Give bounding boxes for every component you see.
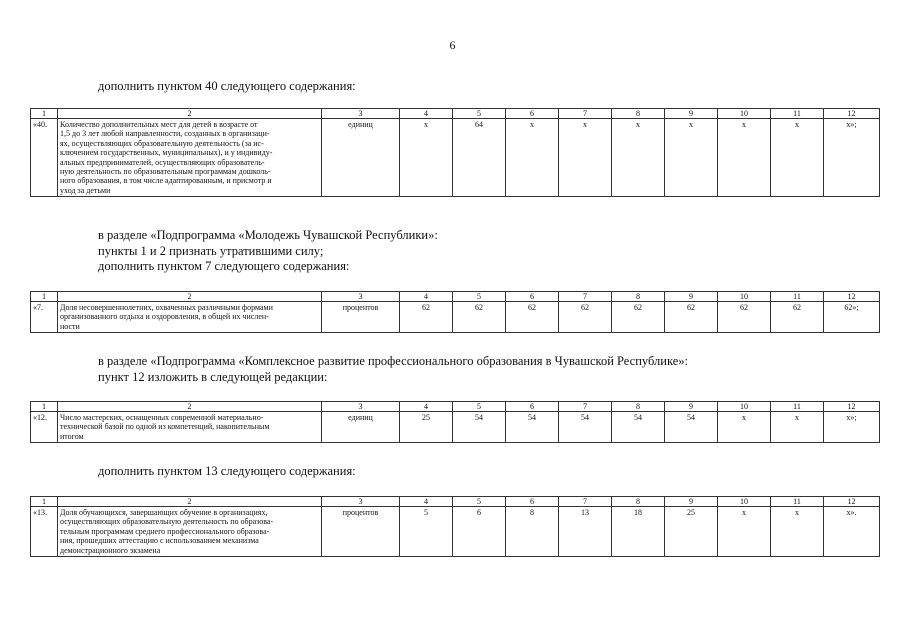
header-cell: 11 xyxy=(771,292,824,302)
description-line: Число мастерских, оснащенных современной материально- xyxy=(60,413,264,422)
header-cell: 1 xyxy=(31,497,58,507)
header-cell: 3 xyxy=(322,109,400,119)
value-cell: x xyxy=(718,119,771,197)
header-cell: 8 xyxy=(612,109,665,119)
header-cell: 12 xyxy=(824,109,880,119)
header-cell: 7 xyxy=(559,109,612,119)
header-cell: 2 xyxy=(58,109,322,119)
row-description xyxy=(58,119,322,197)
section-1-paragraph xyxy=(98,79,356,95)
value-cell: 62 xyxy=(612,302,665,333)
page-number: 6 xyxy=(449,38,456,52)
description-line: 1,5 до 3 лет любой направленности, созданных в организаци- xyxy=(60,129,270,139)
value-cell: x xyxy=(506,119,559,197)
header-cell: 5 xyxy=(453,292,506,302)
value-cell: 25 xyxy=(400,412,453,443)
header-cell: 9 xyxy=(665,109,718,119)
header-cell: 6 xyxy=(506,497,559,507)
header-cell: 5 xyxy=(453,497,506,507)
value-cell: 13 xyxy=(559,507,612,557)
row-description xyxy=(58,302,322,333)
description-line: Доля обучающихся, завершающих обучение в организациях, xyxy=(60,508,268,517)
header-cell: 7 xyxy=(559,402,612,412)
value-cell: 62 xyxy=(771,302,824,333)
value-cell: x»; xyxy=(824,412,880,443)
description-line: демонстрационного экзамена xyxy=(60,545,161,555)
table-header-row xyxy=(31,292,880,302)
section-4-table xyxy=(30,496,880,557)
value-cell: 62 xyxy=(559,302,612,333)
table-row xyxy=(31,412,880,443)
value-cell: 54 xyxy=(612,412,665,443)
description-line: ния, прошедших аттестацию с использованием механизма xyxy=(60,536,259,546)
header-cell: 6 xyxy=(506,402,559,412)
value-cell: 62 xyxy=(665,302,718,333)
table-row xyxy=(31,119,880,197)
table-header-row xyxy=(31,497,880,507)
header-cell: 5 xyxy=(453,402,506,412)
value-cell: x xyxy=(771,119,824,197)
description-line: осуществляющих образовательную деятельность по образова- xyxy=(60,517,274,527)
description-line: тельным программам среднего профессионального образова- xyxy=(60,526,270,536)
header-cell: 10 xyxy=(718,292,771,302)
description-line: Доля несовершеннолетних, охваченных различными формами xyxy=(60,303,273,312)
table-header-row xyxy=(31,109,880,119)
unit-cell: единиц xyxy=(322,412,400,443)
row-description xyxy=(58,412,322,443)
header-cell: 4 xyxy=(400,109,453,119)
paragraph-line: дополнить пунктом 40 следующего содержания: xyxy=(98,79,356,93)
header-cell: 11 xyxy=(771,109,824,119)
value-cell: 54 xyxy=(665,412,718,443)
description-line: уход за детьми xyxy=(60,185,111,195)
header-cell: 2 xyxy=(58,402,322,412)
section-2-table xyxy=(30,291,880,333)
section-4-paragraph xyxy=(98,464,356,480)
header-cell: 10 xyxy=(718,497,771,507)
paragraph-line: в разделе «Подпрограмма «Комплексное развитие профессионального образования в Чувашской Республике»: xyxy=(98,354,688,368)
row-number: «12. xyxy=(31,412,58,443)
table-header-row xyxy=(31,402,880,412)
section-3-paragraph xyxy=(98,354,688,385)
header-cell: 10 xyxy=(718,402,771,412)
value-cell: 64 xyxy=(453,119,506,197)
description-line: ную деятельность по образовательным программам дошколь- xyxy=(60,167,271,177)
description-line: организованного отдыха и оздоровления, в общей их числен- xyxy=(60,312,269,322)
table-row xyxy=(31,302,880,333)
header-cell: 7 xyxy=(559,292,612,302)
unit-cell: процентов xyxy=(322,302,400,333)
header-cell: 10 xyxy=(718,109,771,119)
paragraph-line: пункт 12 изложить в следующей редакции: xyxy=(98,369,328,384)
header-cell: 9 xyxy=(665,497,718,507)
header-cell: 4 xyxy=(400,497,453,507)
row-number: «40. xyxy=(31,119,58,197)
header-cell: 1 xyxy=(31,109,58,119)
description-line: ключением государственных, муниципальных), и у индивиду- xyxy=(60,148,273,158)
row-number: «13. xyxy=(31,507,58,557)
value-cell: 54 xyxy=(559,412,612,443)
header-cell: 8 xyxy=(612,292,665,302)
paragraph-line: пункты 1 и 2 признать утратившими силу; xyxy=(98,243,324,258)
header-cell: 9 xyxy=(665,402,718,412)
header-cell: 7 xyxy=(559,497,612,507)
description-line: ного образования, в том числе адаптированным, и присмотр и xyxy=(60,176,272,186)
description-line: итогом xyxy=(60,431,84,441)
unit-cell: процентов xyxy=(322,507,400,557)
value-cell: x xyxy=(559,119,612,197)
header-cell: 8 xyxy=(612,402,665,412)
value-cell: x xyxy=(718,412,771,443)
section-2-paragraph xyxy=(98,228,438,275)
header-cell: 8 xyxy=(612,497,665,507)
description-line: ности xyxy=(60,321,80,331)
header-cell: 3 xyxy=(322,497,400,507)
value-cell: x xyxy=(718,507,771,557)
value-cell: 5 xyxy=(400,507,453,557)
section-3-table xyxy=(30,401,880,443)
header-cell: 4 xyxy=(400,292,453,302)
table-row xyxy=(31,507,880,557)
value-cell: 62 xyxy=(718,302,771,333)
value-cell: x xyxy=(400,119,453,197)
header-cell: 5 xyxy=(453,109,506,119)
header-cell: 9 xyxy=(665,292,718,302)
value-cell: 62 xyxy=(506,302,559,333)
header-cell: 4 xyxy=(400,402,453,412)
description-line: ях, осуществляющих образовательную деятельность (за ис- xyxy=(60,138,264,148)
value-cell: 54 xyxy=(506,412,559,443)
value-cell: 62 xyxy=(400,302,453,333)
header-cell: 12 xyxy=(824,292,880,302)
description-line: альных предпринимателей, осуществляющих образователь- xyxy=(60,157,265,167)
value-cell: x»; xyxy=(824,119,880,197)
value-cell: x xyxy=(771,507,824,557)
header-cell: 12 xyxy=(824,497,880,507)
value-cell: 25 xyxy=(665,507,718,557)
value-cell: 6 xyxy=(453,507,506,557)
value-cell: 54 xyxy=(453,412,506,443)
value-cell: 62»; xyxy=(824,302,880,333)
section-1-table xyxy=(30,108,880,197)
unit-cell: единиц xyxy=(322,119,400,197)
header-cell: 3 xyxy=(322,402,400,412)
header-cell: 2 xyxy=(58,292,322,302)
row-description xyxy=(58,507,322,557)
header-cell: 11 xyxy=(771,497,824,507)
value-cell: x». xyxy=(824,507,880,557)
value-cell: 8 xyxy=(506,507,559,557)
header-cell: 1 xyxy=(31,292,58,302)
value-cell: 62 xyxy=(453,302,506,333)
header-cell: 11 xyxy=(771,402,824,412)
description-line: технической базой по одной из компетенций, накопительным xyxy=(60,422,270,432)
value-cell: x xyxy=(665,119,718,197)
description-line: Количество дополнительных мест для детей в возрасте от xyxy=(60,120,258,129)
header-cell: 3 xyxy=(322,292,400,302)
row-number: «7. xyxy=(31,302,58,333)
header-cell: 12 xyxy=(824,402,880,412)
value-cell: 18 xyxy=(612,507,665,557)
header-cell: 2 xyxy=(58,497,322,507)
paragraph-line: в разделе «Подпрограмма «Молодежь Чувашской Республики»: xyxy=(98,228,438,242)
value-cell: x xyxy=(612,119,665,197)
header-cell: 1 xyxy=(31,402,58,412)
value-cell: x xyxy=(771,412,824,443)
header-cell: 6 xyxy=(506,109,559,119)
header-cell: 6 xyxy=(506,292,559,302)
paragraph-line: дополнить пунктом 13 следующего содержания: xyxy=(98,464,356,478)
paragraph-line: дополнить пунктом 7 следующего содержания: xyxy=(98,259,350,273)
